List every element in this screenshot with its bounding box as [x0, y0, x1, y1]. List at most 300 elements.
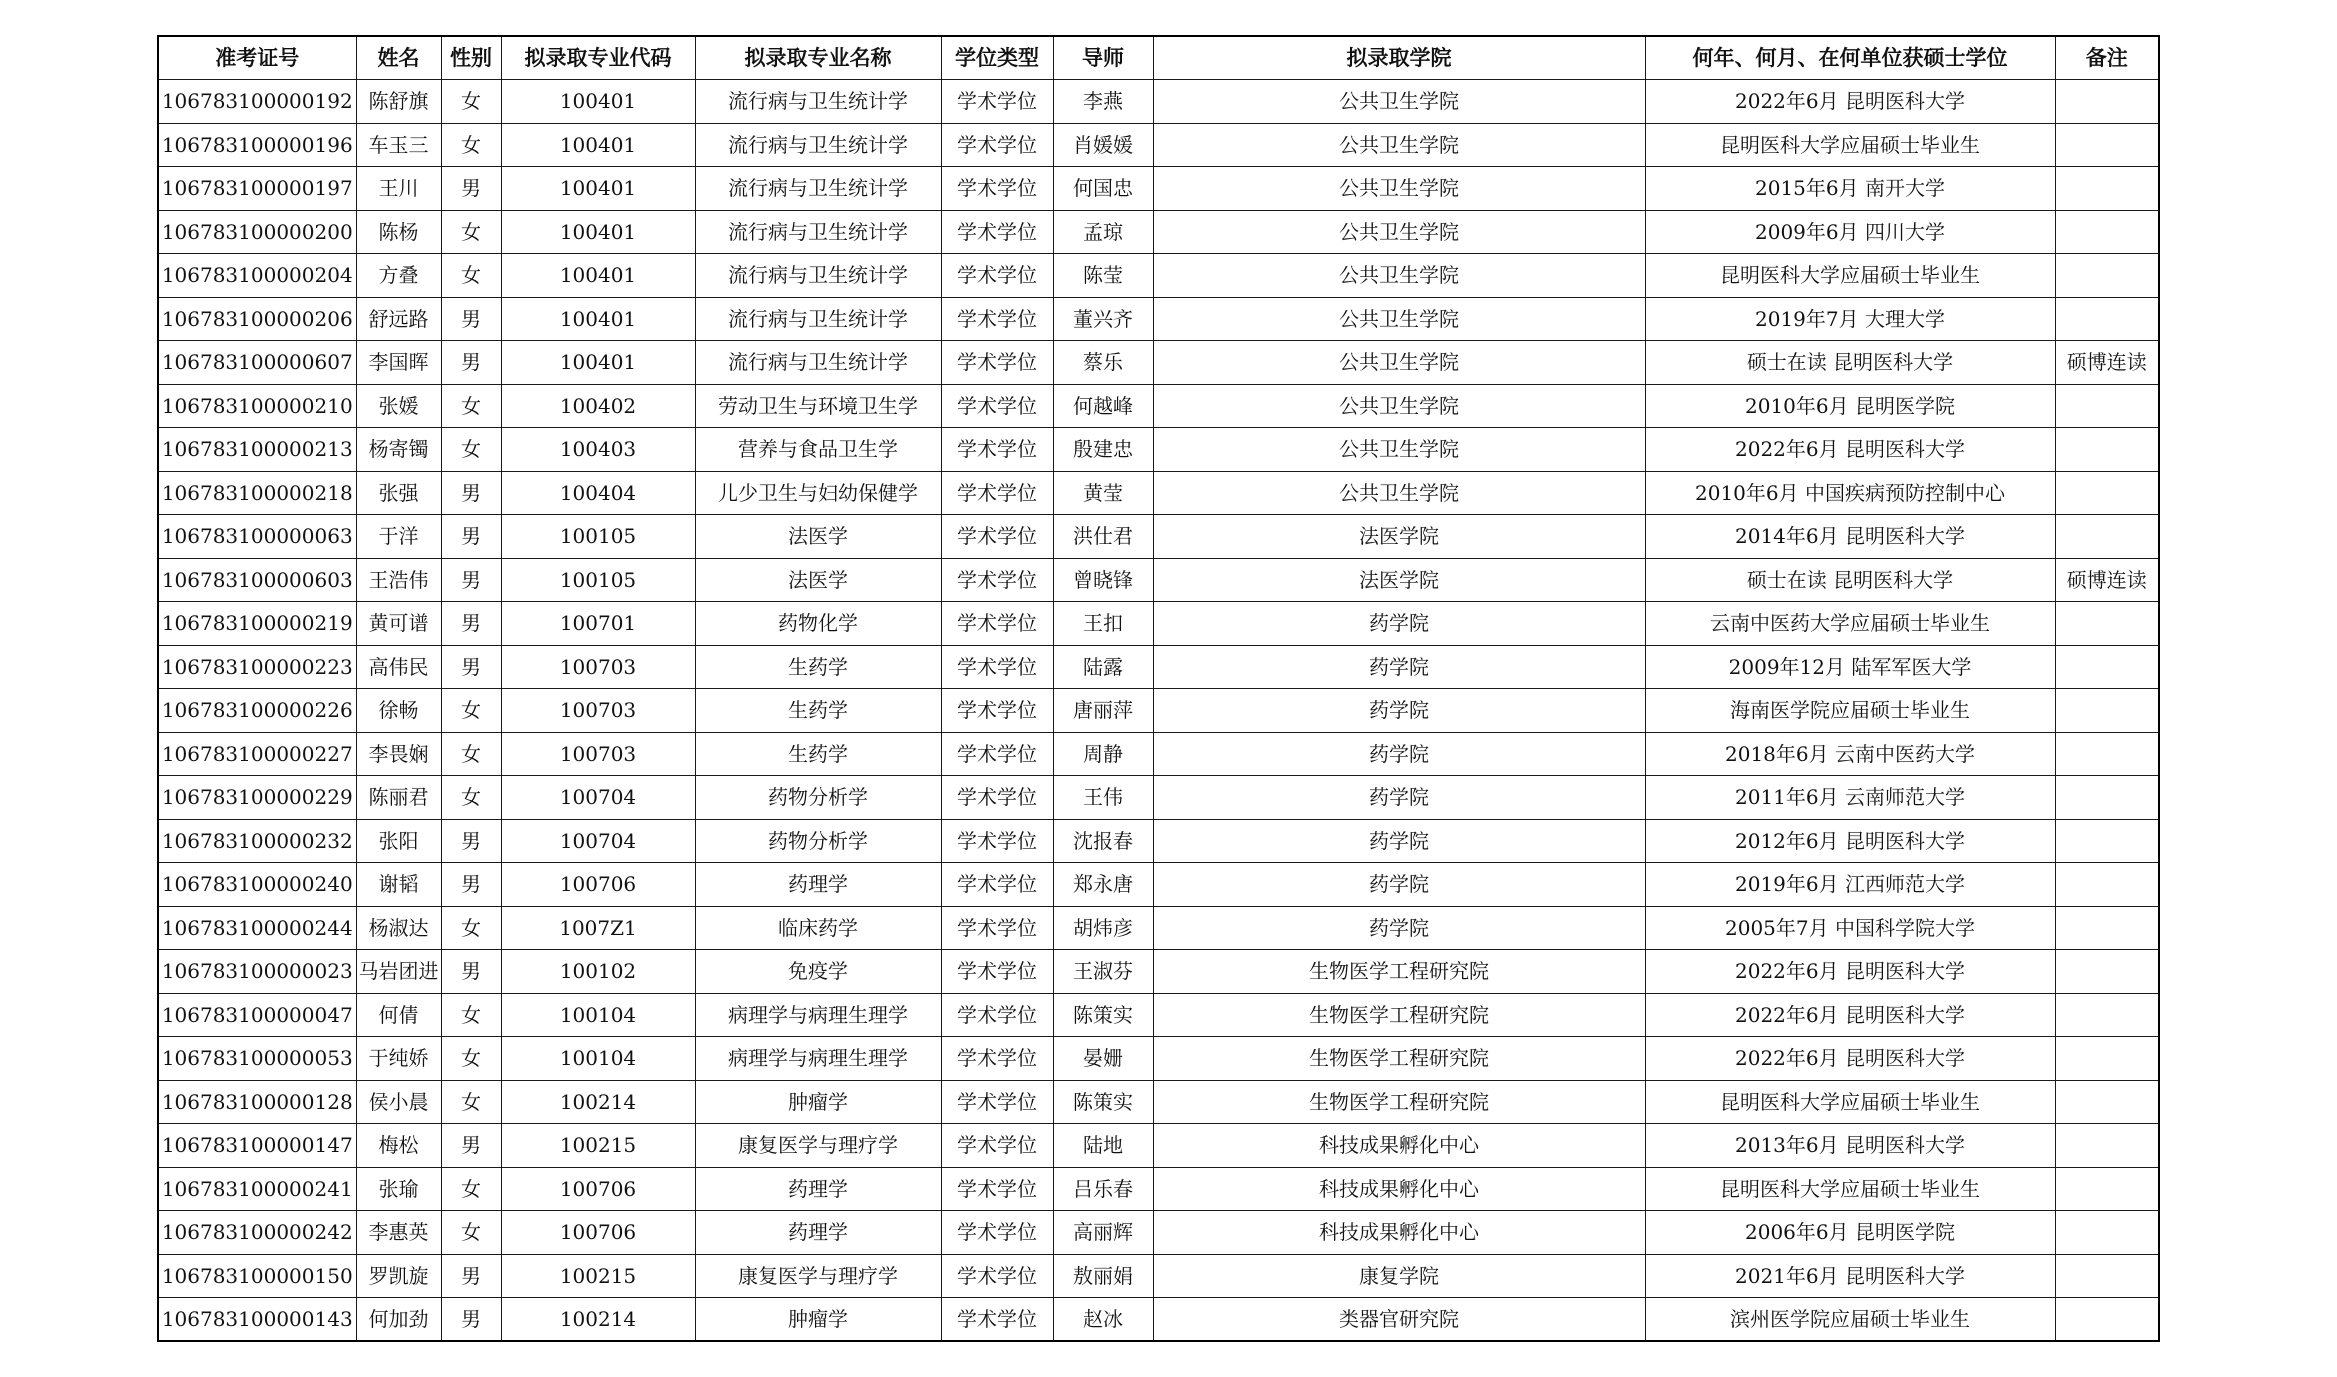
cell-master-degree-info: 2022年6月 昆明医科大学 — [1645, 80, 2055, 124]
cell-remarks — [2055, 123, 2159, 167]
cell-master-degree-info: 2005年7月 中国科学院大学 — [1645, 906, 2055, 950]
cell-major-code: 100706 — [501, 863, 695, 907]
cell-major-code: 100401 — [501, 341, 695, 385]
cell-student-name: 罗凯旋 — [356, 1254, 441, 1298]
cell-remarks — [2055, 645, 2159, 689]
cell-gender: 男 — [441, 297, 501, 341]
cell-college: 药学院 — [1153, 819, 1645, 863]
cell-supervisor: 陆露 — [1053, 645, 1153, 689]
cell-major-code: 100105 — [501, 515, 695, 559]
cell-major-name: 药物化学 — [695, 602, 941, 646]
cell-degree-type: 学术学位 — [941, 254, 1053, 298]
cell-college: 药学院 — [1153, 602, 1645, 646]
cell-remarks — [2055, 384, 2159, 428]
cell-student-name: 陈舒旗 — [356, 80, 441, 124]
cell-master-degree-info: 2019年6月 江西师范大学 — [1645, 863, 2055, 907]
cell-master-degree-info: 云南中医药大学应届硕士毕业生 — [1645, 602, 2055, 646]
cell-degree-type: 学术学位 — [941, 384, 1053, 428]
cell-major-name: 康复医学与理疗学 — [695, 1254, 941, 1298]
table-row — [158, 863, 2159, 907]
cell-gender: 男 — [441, 1298, 501, 1342]
cell-gender: 女 — [441, 689, 501, 733]
cell-student-name: 张媛 — [356, 384, 441, 428]
cell-gender: 女 — [441, 1080, 501, 1124]
cell-major-name: 药理学 — [695, 863, 941, 907]
cell-supervisor: 曾晓锋 — [1053, 558, 1153, 602]
cell-major-name: 肿瘤学 — [695, 1298, 941, 1342]
cell-college: 生物医学工程研究院 — [1153, 950, 1645, 994]
cell-student-name: 方叠 — [356, 254, 441, 298]
cell-exam-id: 106783100000219 — [158, 602, 356, 646]
cell-degree-type: 学术学位 — [941, 123, 1053, 167]
cell-degree-type: 学术学位 — [941, 428, 1053, 472]
table-header-row — [158, 36, 2159, 80]
cell-major-name: 流行病与卫生统计学 — [695, 123, 941, 167]
cell-student-name: 高伟民 — [356, 645, 441, 689]
cell-college: 法医学院 — [1153, 558, 1645, 602]
cell-major-name: 药物分析学 — [695, 819, 941, 863]
cell-supervisor: 赵冰 — [1053, 1298, 1153, 1342]
cell-degree-type: 学术学位 — [941, 515, 1053, 559]
table-row — [158, 906, 2159, 950]
cell-major-code: 100214 — [501, 1080, 695, 1124]
header-major-code: 拟录取专业代码 — [501, 36, 695, 80]
cell-student-name: 陈丽君 — [356, 776, 441, 820]
cell-college: 公共卫生学院 — [1153, 341, 1645, 385]
cell-remarks — [2055, 906, 2159, 950]
cell-major-code: 100401 — [501, 210, 695, 254]
cell-degree-type: 学术学位 — [941, 776, 1053, 820]
cell-college: 生物医学工程研究院 — [1153, 993, 1645, 1037]
cell-exam-id: 106783100000150 — [158, 1254, 356, 1298]
cell-gender: 男 — [441, 1124, 501, 1168]
cell-remarks — [2055, 515, 2159, 559]
cell-major-name: 药物分析学 — [695, 776, 941, 820]
cell-degree-type: 学术学位 — [941, 602, 1053, 646]
header-degree-type: 学位类型 — [941, 36, 1053, 80]
cell-master-degree-info: 2019年7月 大理大学 — [1645, 297, 2055, 341]
cell-major-name: 药理学 — [695, 1211, 941, 1255]
cell-gender: 女 — [441, 254, 501, 298]
cell-major-code: 100215 — [501, 1124, 695, 1168]
cell-master-degree-info: 2013年6月 昆明医科大学 — [1645, 1124, 2055, 1168]
admission-list-sheet — [157, 35, 2160, 1342]
cell-supervisor: 陈莹 — [1053, 254, 1153, 298]
cell-student-name: 王川 — [356, 167, 441, 211]
cell-degree-type: 学术学位 — [941, 950, 1053, 994]
cell-gender: 女 — [441, 1167, 501, 1211]
header-remarks: 备注 — [2055, 36, 2159, 80]
cell-gender: 女 — [441, 993, 501, 1037]
cell-remarks — [2055, 993, 2159, 1037]
cell-exam-id: 106783100000047 — [158, 993, 356, 1037]
cell-student-name: 陈杨 — [356, 210, 441, 254]
table-row — [158, 471, 2159, 515]
cell-master-degree-info: 2018年6月 云南中医药大学 — [1645, 732, 2055, 776]
cell-remarks — [2055, 1167, 2159, 1211]
cell-major-name: 儿少卫生与妇幼保健学 — [695, 471, 941, 515]
cell-supervisor: 晏姗 — [1053, 1037, 1153, 1081]
cell-supervisor: 陆地 — [1053, 1124, 1153, 1168]
cell-college: 公共卫生学院 — [1153, 428, 1645, 472]
cell-student-name: 梅松 — [356, 1124, 441, 1168]
table-row — [158, 515, 2159, 559]
cell-exam-id: 106783100000053 — [158, 1037, 356, 1081]
cell-student-name: 谢韬 — [356, 863, 441, 907]
cell-gender: 男 — [441, 863, 501, 907]
cell-degree-type: 学术学位 — [941, 819, 1053, 863]
cell-gender: 男 — [441, 819, 501, 863]
header-gender: 性别 — [441, 36, 501, 80]
cell-major-name: 流行病与卫生统计学 — [695, 341, 941, 385]
cell-remarks — [2055, 1037, 2159, 1081]
cell-degree-type: 学术学位 — [941, 1211, 1053, 1255]
cell-remarks — [2055, 1298, 2159, 1342]
cell-master-degree-info: 2022年6月 昆明医科大学 — [1645, 428, 2055, 472]
cell-master-degree-info: 昆明医科大学应届硕士毕业生 — [1645, 1167, 2055, 1211]
cell-major-code: 100401 — [501, 254, 695, 298]
cell-master-degree-info: 2009年6月 四川大学 — [1645, 210, 2055, 254]
cell-exam-id: 106783100000232 — [158, 819, 356, 863]
cell-major-name: 劳动卫生与环境卫生学 — [695, 384, 941, 428]
cell-master-degree-info: 硕士在读 昆明医科大学 — [1645, 558, 2055, 602]
cell-degree-type: 学术学位 — [941, 1080, 1053, 1124]
cell-major-name: 流行病与卫生统计学 — [695, 80, 941, 124]
header-exam-id: 准考证号 — [158, 36, 356, 80]
cell-student-name: 何倩 — [356, 993, 441, 1037]
cell-exam-id: 106783100000241 — [158, 1167, 356, 1211]
cell-degree-type: 学术学位 — [941, 341, 1053, 385]
cell-gender: 女 — [441, 732, 501, 776]
table-row — [158, 123, 2159, 167]
cell-remarks — [2055, 80, 2159, 124]
cell-master-degree-info: 2021年6月 昆明医科大学 — [1645, 1254, 2055, 1298]
cell-college: 公共卫生学院 — [1153, 297, 1645, 341]
cell-remarks — [2055, 950, 2159, 994]
cell-exam-id: 106783100000192 — [158, 80, 356, 124]
cell-gender: 男 — [441, 1254, 501, 1298]
cell-major-name: 营养与食品卫生学 — [695, 428, 941, 472]
cell-master-degree-info: 2011年6月 云南师范大学 — [1645, 776, 2055, 820]
cell-major-code: 100403 — [501, 428, 695, 472]
cell-college: 药学院 — [1153, 689, 1645, 733]
table-row — [158, 341, 2159, 385]
cell-major-code: 100214 — [501, 1298, 695, 1342]
cell-major-name: 法医学 — [695, 515, 941, 559]
cell-college: 药学院 — [1153, 645, 1645, 689]
cell-student-name: 舒远路 — [356, 297, 441, 341]
cell-gender: 男 — [441, 515, 501, 559]
cell-master-degree-info: 2014年6月 昆明医科大学 — [1645, 515, 2055, 559]
cell-student-name: 杨寄镯 — [356, 428, 441, 472]
table-row — [158, 1211, 2159, 1255]
cell-exam-id: 106783100000240 — [158, 863, 356, 907]
cell-supervisor: 何越峰 — [1053, 384, 1153, 428]
cell-remarks — [2055, 689, 2159, 733]
table-row — [158, 689, 2159, 733]
cell-exam-id: 106783100000128 — [158, 1080, 356, 1124]
table-row — [158, 776, 2159, 820]
cell-major-code: 100703 — [501, 645, 695, 689]
cell-college: 公共卫生学院 — [1153, 210, 1645, 254]
cell-master-degree-info: 滨州医学院应届硕士毕业生 — [1645, 1298, 2055, 1342]
table-row — [158, 558, 2159, 602]
cell-exam-id: 106783100000607 — [158, 341, 356, 385]
cell-master-degree-info: 昆明医科大学应届硕士毕业生 — [1645, 254, 2055, 298]
cell-supervisor: 殷建忠 — [1053, 428, 1153, 472]
cell-supervisor: 董兴齐 — [1053, 297, 1153, 341]
cell-remarks — [2055, 776, 2159, 820]
cell-degree-type: 学术学位 — [941, 1037, 1053, 1081]
cell-gender: 男 — [441, 950, 501, 994]
cell-exam-id: 106783100000210 — [158, 384, 356, 428]
cell-remarks — [2055, 471, 2159, 515]
cell-student-name: 杨淑达 — [356, 906, 441, 950]
table-row — [158, 297, 2159, 341]
cell-major-code: 100401 — [501, 167, 695, 211]
cell-degree-type: 学术学位 — [941, 1167, 1053, 1211]
cell-gender: 女 — [441, 384, 501, 428]
cell-degree-type: 学术学位 — [941, 1254, 1053, 1298]
cell-college: 药学院 — [1153, 906, 1645, 950]
cell-college: 公共卫生学院 — [1153, 123, 1645, 167]
cell-gender: 女 — [441, 1211, 501, 1255]
cell-exam-id: 106783100000023 — [158, 950, 356, 994]
cell-major-code: 100706 — [501, 1167, 695, 1211]
cell-college: 公共卫生学院 — [1153, 167, 1645, 211]
cell-major-code: 100105 — [501, 558, 695, 602]
table-row — [158, 1167, 2159, 1211]
cell-major-code: 100706 — [501, 1211, 695, 1255]
table-row — [158, 1124, 2159, 1168]
cell-major-code: 1007Z1 — [501, 906, 695, 950]
table-row — [158, 602, 2159, 646]
cell-exam-id: 106783100000229 — [158, 776, 356, 820]
cell-major-name: 生药学 — [695, 732, 941, 776]
cell-remarks — [2055, 167, 2159, 211]
cell-major-code: 100215 — [501, 1254, 695, 1298]
cell-remarks — [2055, 1080, 2159, 1124]
cell-exam-id: 106783100000197 — [158, 167, 356, 211]
cell-degree-type: 学术学位 — [941, 1124, 1053, 1168]
cell-exam-id: 106783100000242 — [158, 1211, 356, 1255]
cell-supervisor: 陈策实 — [1053, 1080, 1153, 1124]
cell-degree-type: 学术学位 — [941, 297, 1053, 341]
cell-major-name: 法医学 — [695, 558, 941, 602]
cell-college: 药学院 — [1153, 863, 1645, 907]
cell-supervisor: 王伟 — [1053, 776, 1153, 820]
cell-gender: 男 — [441, 558, 501, 602]
cell-gender: 女 — [441, 210, 501, 254]
cell-degree-type: 学术学位 — [941, 1298, 1053, 1342]
cell-degree-type: 学术学位 — [941, 167, 1053, 211]
cell-master-degree-info: 2010年6月 中国疾病预防控制中心 — [1645, 471, 2055, 515]
cell-exam-id: 106783100000206 — [158, 297, 356, 341]
cell-college: 生物医学工程研究院 — [1153, 1037, 1645, 1081]
cell-student-name: 侯小晨 — [356, 1080, 441, 1124]
cell-exam-id: 106783100000063 — [158, 515, 356, 559]
cell-gender: 女 — [441, 123, 501, 167]
cell-major-name: 流行病与卫生统计学 — [695, 167, 941, 211]
cell-major-name: 免疫学 — [695, 950, 941, 994]
cell-exam-id: 106783100000603 — [158, 558, 356, 602]
cell-student-name: 张阳 — [356, 819, 441, 863]
cell-supervisor: 胡炜彦 — [1053, 906, 1153, 950]
cell-exam-id: 106783100000147 — [158, 1124, 356, 1168]
cell-major-code: 100701 — [501, 602, 695, 646]
cell-major-name: 肿瘤学 — [695, 1080, 941, 1124]
table-row — [158, 1080, 2159, 1124]
cell-supervisor: 李燕 — [1053, 80, 1153, 124]
cell-major-name: 病理学与病理生理学 — [695, 993, 941, 1037]
cell-gender: 男 — [441, 167, 501, 211]
cell-supervisor: 陈策实 — [1053, 993, 1153, 1037]
cell-exam-id: 106783100000227 — [158, 732, 356, 776]
cell-degree-type: 学术学位 — [941, 471, 1053, 515]
cell-supervisor: 黄莹 — [1053, 471, 1153, 515]
table-row — [158, 384, 2159, 428]
cell-college: 药学院 — [1153, 776, 1645, 820]
header-name: 姓名 — [356, 36, 441, 80]
cell-master-degree-info: 2012年6月 昆明医科大学 — [1645, 819, 2055, 863]
cell-student-name: 张强 — [356, 471, 441, 515]
cell-major-code: 100704 — [501, 819, 695, 863]
cell-college: 药学院 — [1153, 732, 1645, 776]
cell-college: 科技成果孵化中心 — [1153, 1167, 1645, 1211]
cell-gender: 女 — [441, 80, 501, 124]
cell-exam-id: 106783100000213 — [158, 428, 356, 472]
table-row — [158, 819, 2159, 863]
cell-exam-id: 106783100000204 — [158, 254, 356, 298]
cell-remarks: 硕博连读 — [2055, 341, 2159, 385]
table-row — [158, 167, 2159, 211]
cell-gender: 男 — [441, 602, 501, 646]
cell-remarks — [2055, 819, 2159, 863]
cell-remarks — [2055, 428, 2159, 472]
cell-degree-type: 学术学位 — [941, 558, 1053, 602]
cell-remarks — [2055, 602, 2159, 646]
cell-remarks — [2055, 863, 2159, 907]
cell-gender: 女 — [441, 428, 501, 472]
cell-supervisor: 何国忠 — [1053, 167, 1153, 211]
cell-master-degree-info: 硕士在读 昆明医科大学 — [1645, 341, 2055, 385]
cell-master-degree-info: 海南医学院应届硕士毕业生 — [1645, 689, 2055, 733]
cell-student-name: 李国晖 — [356, 341, 441, 385]
cell-major-code: 100401 — [501, 80, 695, 124]
cell-major-code: 100104 — [501, 1037, 695, 1081]
cell-remarks — [2055, 1211, 2159, 1255]
cell-student-name: 车玉三 — [356, 123, 441, 167]
admission-table — [157, 35, 2160, 1342]
cell-college: 科技成果孵化中心 — [1153, 1124, 1645, 1168]
cell-exam-id: 106783100000223 — [158, 645, 356, 689]
header-master-degree-info: 何年、何月、在何单位获硕士学位 — [1645, 36, 2055, 80]
table-row — [158, 428, 2159, 472]
cell-major-name: 生药学 — [695, 645, 941, 689]
cell-major-code: 100401 — [501, 123, 695, 167]
cell-student-name: 黄可谱 — [356, 602, 441, 646]
cell-supervisor: 高丽辉 — [1053, 1211, 1153, 1255]
cell-supervisor: 肖媛媛 — [1053, 123, 1153, 167]
cell-student-name: 于洋 — [356, 515, 441, 559]
cell-major-code: 100404 — [501, 471, 695, 515]
cell-supervisor: 敖丽娟 — [1053, 1254, 1153, 1298]
cell-exam-id: 106783100000196 — [158, 123, 356, 167]
cell-supervisor: 郑永唐 — [1053, 863, 1153, 907]
cell-degree-type: 学术学位 — [941, 863, 1053, 907]
table-row — [158, 993, 2159, 1037]
cell-college: 康复学院 — [1153, 1254, 1645, 1298]
cell-major-name: 生药学 — [695, 689, 941, 733]
cell-college: 公共卫生学院 — [1153, 254, 1645, 298]
cell-exam-id: 106783100000244 — [158, 906, 356, 950]
table-row — [158, 1037, 2159, 1081]
table-row — [158, 950, 2159, 994]
table-row — [158, 210, 2159, 254]
table-body — [158, 80, 2159, 1342]
cell-remarks — [2055, 1254, 2159, 1298]
header-supervisor: 导师 — [1053, 36, 1153, 80]
cell-college: 法医学院 — [1153, 515, 1645, 559]
table-row — [158, 1254, 2159, 1298]
cell-supervisor: 王扣 — [1053, 602, 1153, 646]
cell-remarks — [2055, 210, 2159, 254]
cell-gender: 女 — [441, 776, 501, 820]
cell-supervisor: 沈报春 — [1053, 819, 1153, 863]
header-major-name: 拟录取专业名称 — [695, 36, 941, 80]
cell-supervisor: 唐丽萍 — [1053, 689, 1153, 733]
table-row — [158, 254, 2159, 298]
cell-major-name: 流行病与卫生统计学 — [695, 297, 941, 341]
cell-college: 科技成果孵化中心 — [1153, 1211, 1645, 1255]
cell-degree-type: 学术学位 — [941, 993, 1053, 1037]
cell-supervisor: 洪仕君 — [1053, 515, 1153, 559]
cell-remarks: 硕博连读 — [2055, 558, 2159, 602]
cell-master-degree-info: 2009年12月 陆军军医大学 — [1645, 645, 2055, 689]
cell-college: 生物医学工程研究院 — [1153, 1080, 1645, 1124]
cell-major-name: 流行病与卫生统计学 — [695, 210, 941, 254]
cell-exam-id: 106783100000226 — [158, 689, 356, 733]
cell-major-code: 100704 — [501, 776, 695, 820]
cell-supervisor: 蔡乐 — [1053, 341, 1153, 385]
cell-major-code: 100102 — [501, 950, 695, 994]
cell-major-code: 100703 — [501, 732, 695, 776]
cell-exam-id: 106783100000200 — [158, 210, 356, 254]
cell-college: 公共卫生学院 — [1153, 80, 1645, 124]
cell-gender: 男 — [441, 341, 501, 385]
cell-master-degree-info: 2022年6月 昆明医科大学 — [1645, 993, 2055, 1037]
cell-supervisor: 周静 — [1053, 732, 1153, 776]
cell-student-name: 徐畅 — [356, 689, 441, 733]
cell-major-code: 100402 — [501, 384, 695, 428]
header-college: 拟录取学院 — [1153, 36, 1645, 80]
cell-student-name: 何加劲 — [356, 1298, 441, 1342]
table-row — [158, 80, 2159, 124]
cell-master-degree-info: 2010年6月 昆明医学院 — [1645, 384, 2055, 428]
cell-supervisor: 王淑芬 — [1053, 950, 1153, 994]
cell-degree-type: 学术学位 — [941, 645, 1053, 689]
cell-college: 类器官研究院 — [1153, 1298, 1645, 1342]
table-row — [158, 732, 2159, 776]
cell-gender: 男 — [441, 645, 501, 689]
cell-supervisor: 吕乐春 — [1053, 1167, 1153, 1211]
cell-remarks — [2055, 297, 2159, 341]
cell-student-name: 李惠英 — [356, 1211, 441, 1255]
cell-master-degree-info: 2015年6月 南开大学 — [1645, 167, 2055, 211]
cell-major-name: 康复医学与理疗学 — [695, 1124, 941, 1168]
table-row — [158, 645, 2159, 689]
cell-major-name: 临床药学 — [695, 906, 941, 950]
